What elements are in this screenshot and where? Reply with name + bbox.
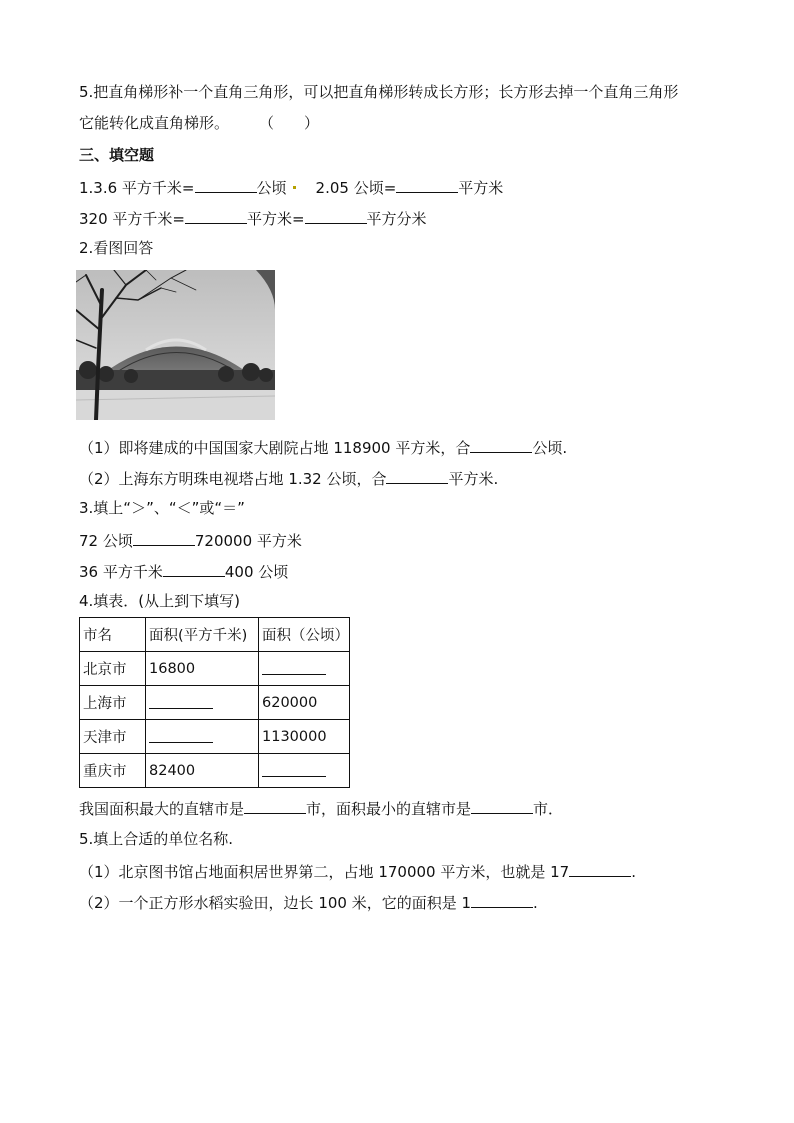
f2-q2-unit: 平方米. [448, 470, 499, 488]
f1c-post: 平方分米 [366, 210, 427, 228]
answer-blank[interactable] [195, 176, 257, 193]
city-cell: 天津市 [80, 720, 146, 754]
section-title: 三、填空题 [79, 146, 155, 164]
f2-q1-text: （1）即将建成的中国国家大剧院占地 118900 平方米，合 [79, 439, 471, 457]
km2-cell[interactable] [146, 686, 259, 720]
fill-2-question-2 [79, 467, 498, 489]
f4-after-mid: 市，面积最小的直辖市是 [306, 800, 472, 818]
table-row [80, 686, 350, 720]
f3b-right: 400 公顷 [224, 563, 289, 581]
national-grand-theatre-photo [76, 270, 275, 420]
f5-q2-end: . [533, 894, 538, 912]
f1b-post: 平方米 [458, 179, 504, 197]
f5-q1-text: （1）北京图书馆占地面积居世界第二，占地 170000 平方米，也就是 17 [79, 863, 570, 881]
ha-cell[interactable] [259, 652, 350, 686]
header-city: 市名 [80, 618, 146, 652]
city-cell: 重庆市 [80, 754, 146, 788]
f1a-pre: 1.3.6 平方千米= [79, 179, 195, 197]
stray-mark [293, 186, 296, 189]
f5-q1-end: . [631, 863, 636, 881]
city-cell: 上海市 [80, 686, 146, 720]
fill-3-title: 3.填上“＞”、“＜”或“＝” [79, 499, 245, 517]
answer-blank[interactable] [471, 891, 533, 908]
table-row [80, 754, 350, 788]
f1b-pre: 2.05 公顷= [315, 179, 397, 197]
f1c-pre: 320 平方千米= [79, 210, 185, 228]
table-row [80, 652, 350, 686]
fill-2-title: 2.看图回答 [79, 239, 154, 257]
f3b-left: 36 平方千米 [79, 563, 163, 581]
answer-blank[interactable] [163, 560, 225, 577]
f1c-mid: 平方米= [246, 210, 305, 228]
ha-cell: 620000 [259, 686, 350, 720]
fill-5-question-1 [79, 860, 636, 882]
ha-cell[interactable] [259, 754, 350, 788]
km2-cell[interactable] [146, 720, 259, 754]
q5-text: 它能转化成直角梯形。 [79, 114, 230, 132]
area-table [79, 617, 350, 788]
table-row [80, 720, 350, 754]
answer-blank[interactable] [305, 207, 367, 224]
answer-blank[interactable] [262, 761, 326, 777]
answer-blank[interactable] [471, 797, 533, 814]
header-area-ha: 面积（公顷） [259, 618, 350, 652]
fill-1-line-2 [79, 207, 427, 229]
f2-q1-unit: 公顷. [532, 439, 568, 457]
answer-blank[interactable] [149, 727, 213, 743]
q5-line-2 [79, 113, 319, 133]
answer-blank[interactable] [386, 467, 448, 484]
fill-1-line-1 [79, 176, 503, 198]
answer-blank[interactable] [244, 797, 306, 814]
q5-line-1: 5.把直角梯形补一个直角三角形，可以把直角梯形转成长方形；长方形去掉一个直角三角形 [79, 83, 679, 101]
f3a-right: 720000 平方米 [194, 532, 302, 550]
table-header-row [80, 618, 350, 652]
f3a-left: 72 公顷 [79, 532, 133, 550]
q5-answer-paren[interactable]: （ ） [259, 114, 320, 132]
f1a-post: 公顷 [256, 179, 287, 197]
fill-5-title: 5.填上合适的单位名称. [79, 830, 234, 848]
fill-4-title: 4.填表．(从上到下填写) [79, 592, 241, 610]
fill-4-after-table [79, 797, 563, 819]
f4-after-pre: 我国面积最大的直辖市是 [79, 800, 245, 818]
km2-cell: 82400 [146, 754, 259, 788]
answer-blank[interactable] [470, 436, 532, 453]
km2-cell: 16800 [146, 652, 259, 686]
ha-cell: 1130000 [259, 720, 350, 754]
f2-q2-text: （2）上海东方明珠电视塔占地 1.32 公顷，合 [79, 470, 387, 488]
answer-blank[interactable] [569, 860, 631, 877]
f5-q2-text: （2）一个正方形水稻实验田，边长 100 米，它的面积是 1 [79, 894, 472, 912]
answer-blank[interactable] [133, 529, 195, 546]
answer-blank[interactable] [396, 176, 458, 193]
fill-3-line-b [79, 560, 288, 582]
answer-blank[interactable] [262, 659, 326, 675]
fill-5-question-2 [79, 891, 538, 913]
f4-after-post: 市． [533, 800, 564, 818]
header-area-km2: 面积(平方千米) [146, 618, 259, 652]
fill-2-question-1 [79, 436, 567, 458]
answer-blank[interactable] [185, 207, 247, 224]
city-cell: 北京市 [80, 652, 146, 686]
fill-3-line-a [79, 529, 302, 551]
answer-blank[interactable] [149, 693, 213, 709]
